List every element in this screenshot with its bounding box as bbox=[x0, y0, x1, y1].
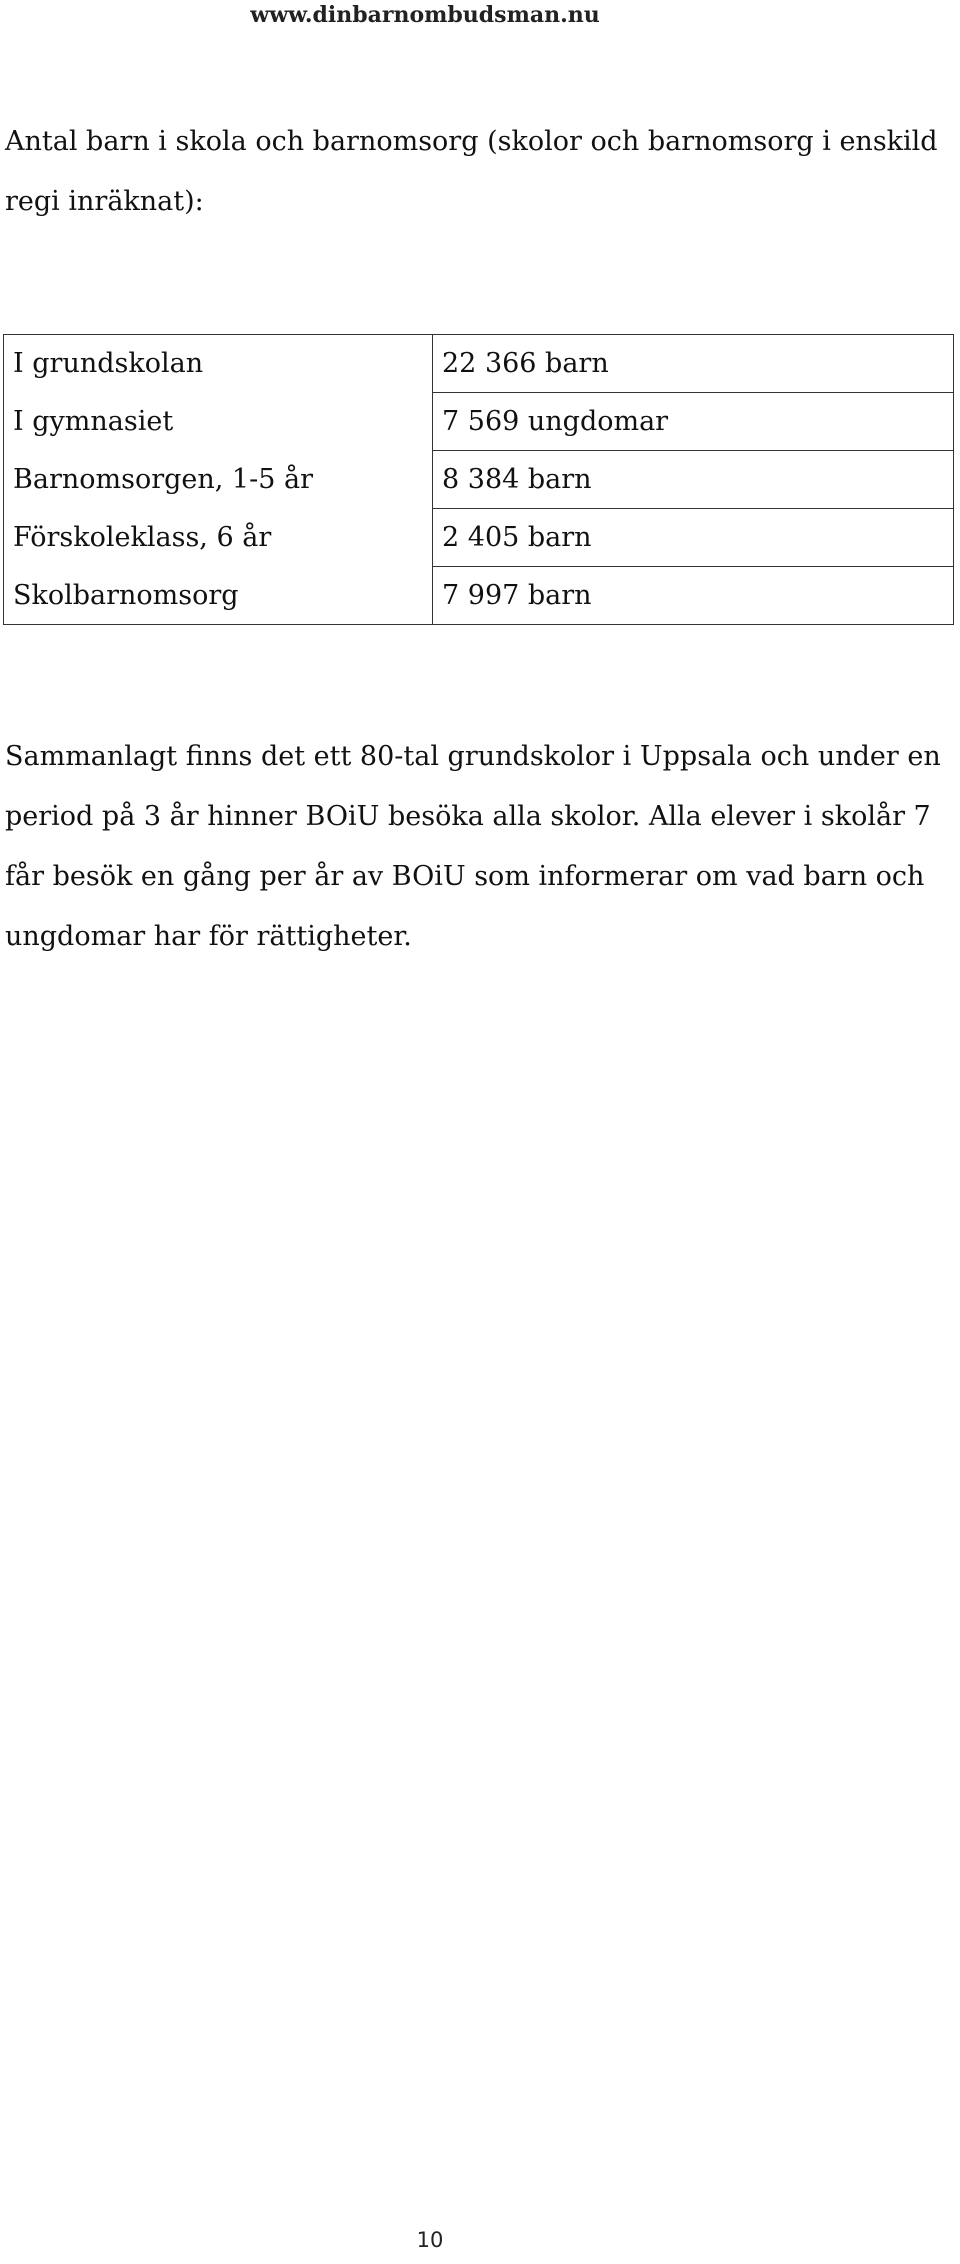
table-row bbox=[4, 393, 954, 451]
row-label: I gymnasiet bbox=[4, 393, 433, 451]
stats-table bbox=[3, 334, 954, 625]
table-row bbox=[4, 567, 954, 625]
row-label: Skolbarnomsorg bbox=[4, 567, 433, 625]
page-number: 10 bbox=[416, 2228, 444, 2252]
table-row bbox=[4, 335, 954, 393]
row-value: 7 569 ungdomar bbox=[433, 393, 954, 451]
row-value: 7 997 barn bbox=[433, 567, 954, 625]
row-value: 22 366 barn bbox=[433, 335, 954, 393]
row-label: Förskoleklass, 6 år bbox=[4, 509, 433, 567]
page-header-url: www.dinbarnombudsman.nu bbox=[250, 2, 600, 28]
row-label: I grundskolan bbox=[4, 335, 433, 393]
intro-paragraph: Antal barn i skola och barnomsorg (skolor och barnomsorg i enskild regi inräknat): bbox=[5, 126, 938, 217]
table-row bbox=[4, 451, 954, 509]
table-row bbox=[4, 509, 954, 567]
row-value: 2 405 barn bbox=[433, 509, 954, 567]
row-value: 8 384 barn bbox=[433, 451, 954, 509]
row-label: Barnomsorgen, 1-5 år bbox=[4, 451, 433, 509]
body-paragraph: Sammanlagt finns det ett 80-tal grundskolor i Uppsala och under en period på 3 år hinner BOiU besöka alla skolor. Alla elever i skolår 7 får besök en gång per år av BOiU som informerar om vad barn och ungdomar har för rättigheter. bbox=[5, 741, 941, 952]
